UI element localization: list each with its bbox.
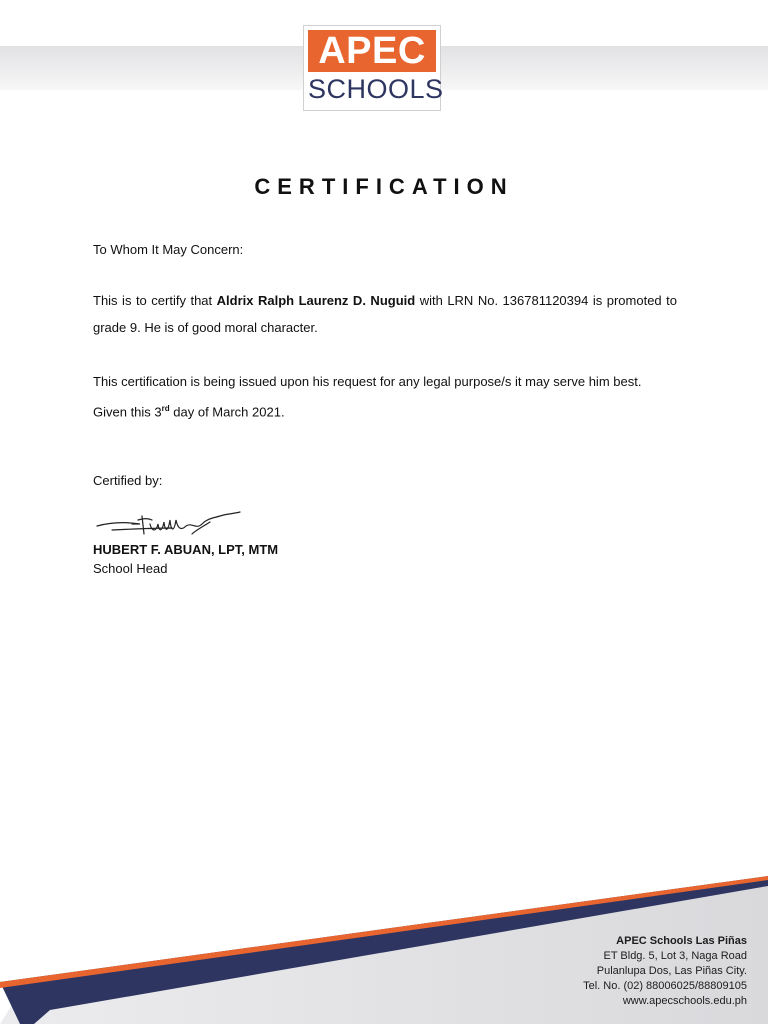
document-title: CERTIFICATION xyxy=(254,174,514,199)
date-ordinal-suffix: rd xyxy=(161,404,170,413)
logo-bottom-text: SCHOOLS xyxy=(308,74,444,104)
school-address xyxy=(583,934,747,1009)
certification-paragraph xyxy=(93,287,677,341)
salutation: To Whom It May Concern: xyxy=(93,242,244,257)
telephone: Tel. No. (02) 88006025/88809105 xyxy=(583,980,747,992)
para2-prefix: This certification is being issued upon his request for any legal purpose/s it may serve him best. Given this 3 xyxy=(93,374,642,420)
para2-suffix: day of March 2021. xyxy=(169,404,285,420)
signer-title: School Head xyxy=(93,561,168,576)
student-name: Aldrix Ralph Laurenz D. Nuguid xyxy=(216,293,416,308)
signer-name: HUBERT F. ABUAN, LPT, MTM xyxy=(93,542,279,557)
para1-prefix: This is to certify that xyxy=(93,293,217,308)
school-name: APEC Schools Las Piñas xyxy=(616,935,747,947)
signature-image xyxy=(92,504,252,544)
logo-top-text: APEC xyxy=(308,30,436,72)
address-line-1: ET Bldg. 5, Lot 3, Naga Road xyxy=(603,950,747,962)
website: www.apecschools.edu.ph xyxy=(622,995,747,1007)
certified-by-label: Certified by: xyxy=(93,473,163,488)
purpose-paragraph xyxy=(93,368,677,425)
address-line-2: Pulanlupa Dos, Las Piñas City. xyxy=(596,965,747,977)
apec-schools-logo xyxy=(304,26,444,110)
para1-lrn: with LRN No. 136781120394 is promoted to grade 9. He is of good moral character. xyxy=(93,293,677,335)
